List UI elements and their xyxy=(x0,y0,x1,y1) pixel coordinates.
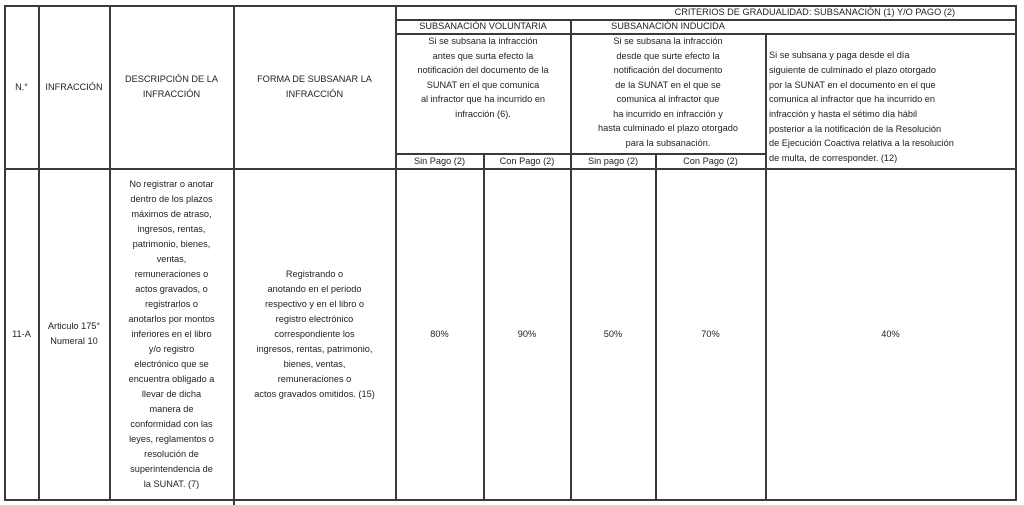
header-remedy: FORMA DE SUBSANAR LA INFRACCIÓN xyxy=(257,74,372,99)
header-voluntary-with-payment: Con Pago (2) xyxy=(499,155,555,166)
row-voluntary-no-payment: 80% xyxy=(430,328,449,339)
header-voluntary-title: SUBSANACIÓN VOLUNTARIA xyxy=(419,21,547,31)
header-number: N.° xyxy=(15,81,28,92)
border-right xyxy=(1015,5,1017,501)
row-late-payment: 40% xyxy=(881,328,900,339)
header-induced-with-payment: Con Pago (2) xyxy=(683,155,738,166)
header-induced-no-payment: Sin pago (2) xyxy=(587,155,639,166)
row-infraction: Articulo 175° Numeral 10 xyxy=(47,321,101,346)
header-induced-title: SUBSANACIÓN INDUCIDA xyxy=(611,21,725,31)
row-description: No registrar o anotar dentro de los plazos máximos de atraso, ingresos, rentas, patrimonio, bienes, ventas, remuneraciones o actos gravados, o registrarlos o anotarlos por montos inferiores en el libro y/o registro electrónico que se encuentra obligado a llevar de dicha manera de conformidad con las leyes, reglamentos o resolución de superintendencia de la SUNAT. (7) xyxy=(128,178,215,489)
header-induced-condition: Si se subsana la infracción desde que surte efecto la notificación del documento de la SUNAT en el que se comunica al infractor que ha incurrido en infracción y hasta culminado el plazo otorgado para la subsanación. xyxy=(598,36,738,148)
header-voluntary-condition: Si se subsana la infracción antes que surta efecto la notificación del documento de la SUNAT en el que comunica al infractor que ha incurrido en infracción (6). xyxy=(417,36,549,119)
header-description: DESCRIPCIÓN DE LA INFRACCIÓN xyxy=(125,74,218,99)
row-voluntary-with-payment: 90% xyxy=(517,328,537,339)
border-bottom xyxy=(4,499,1016,501)
header-infraction: INFRACCIÓN xyxy=(45,81,103,92)
row-induced-no-payment: 50% xyxy=(603,328,623,339)
row-remedy: Registrando o anotando en el periodo respectivo y en el libro o registro electrónico correspondiente los ingresos, rentas, patrimonio, bienes, ventas, remuneraciones o actos gravados omitidos. (15) xyxy=(254,268,375,399)
header-late-condition: Si se subsana y paga desde el día siguiente de culminado el plazo otorgado por la SUNAT en el documento en el que comunica al infractor que ha incurrido en infracción y hasta el sétimo día hábil posterior a la notificación de la Resolución de Ejecución Coactiva relativa a la resolución de multa, de corresponder. (12) xyxy=(769,50,954,164)
header-voluntary-no-payment: Sin Pago (2) xyxy=(413,155,466,166)
row-induced-with-payment: 70% xyxy=(701,328,720,339)
row-number: 11-A xyxy=(12,328,31,339)
header-criteria: CRITERIOS DE GRADUALIDAD: SUBSANACIÓN (1) Y/O PAGO (2) xyxy=(674,7,955,17)
